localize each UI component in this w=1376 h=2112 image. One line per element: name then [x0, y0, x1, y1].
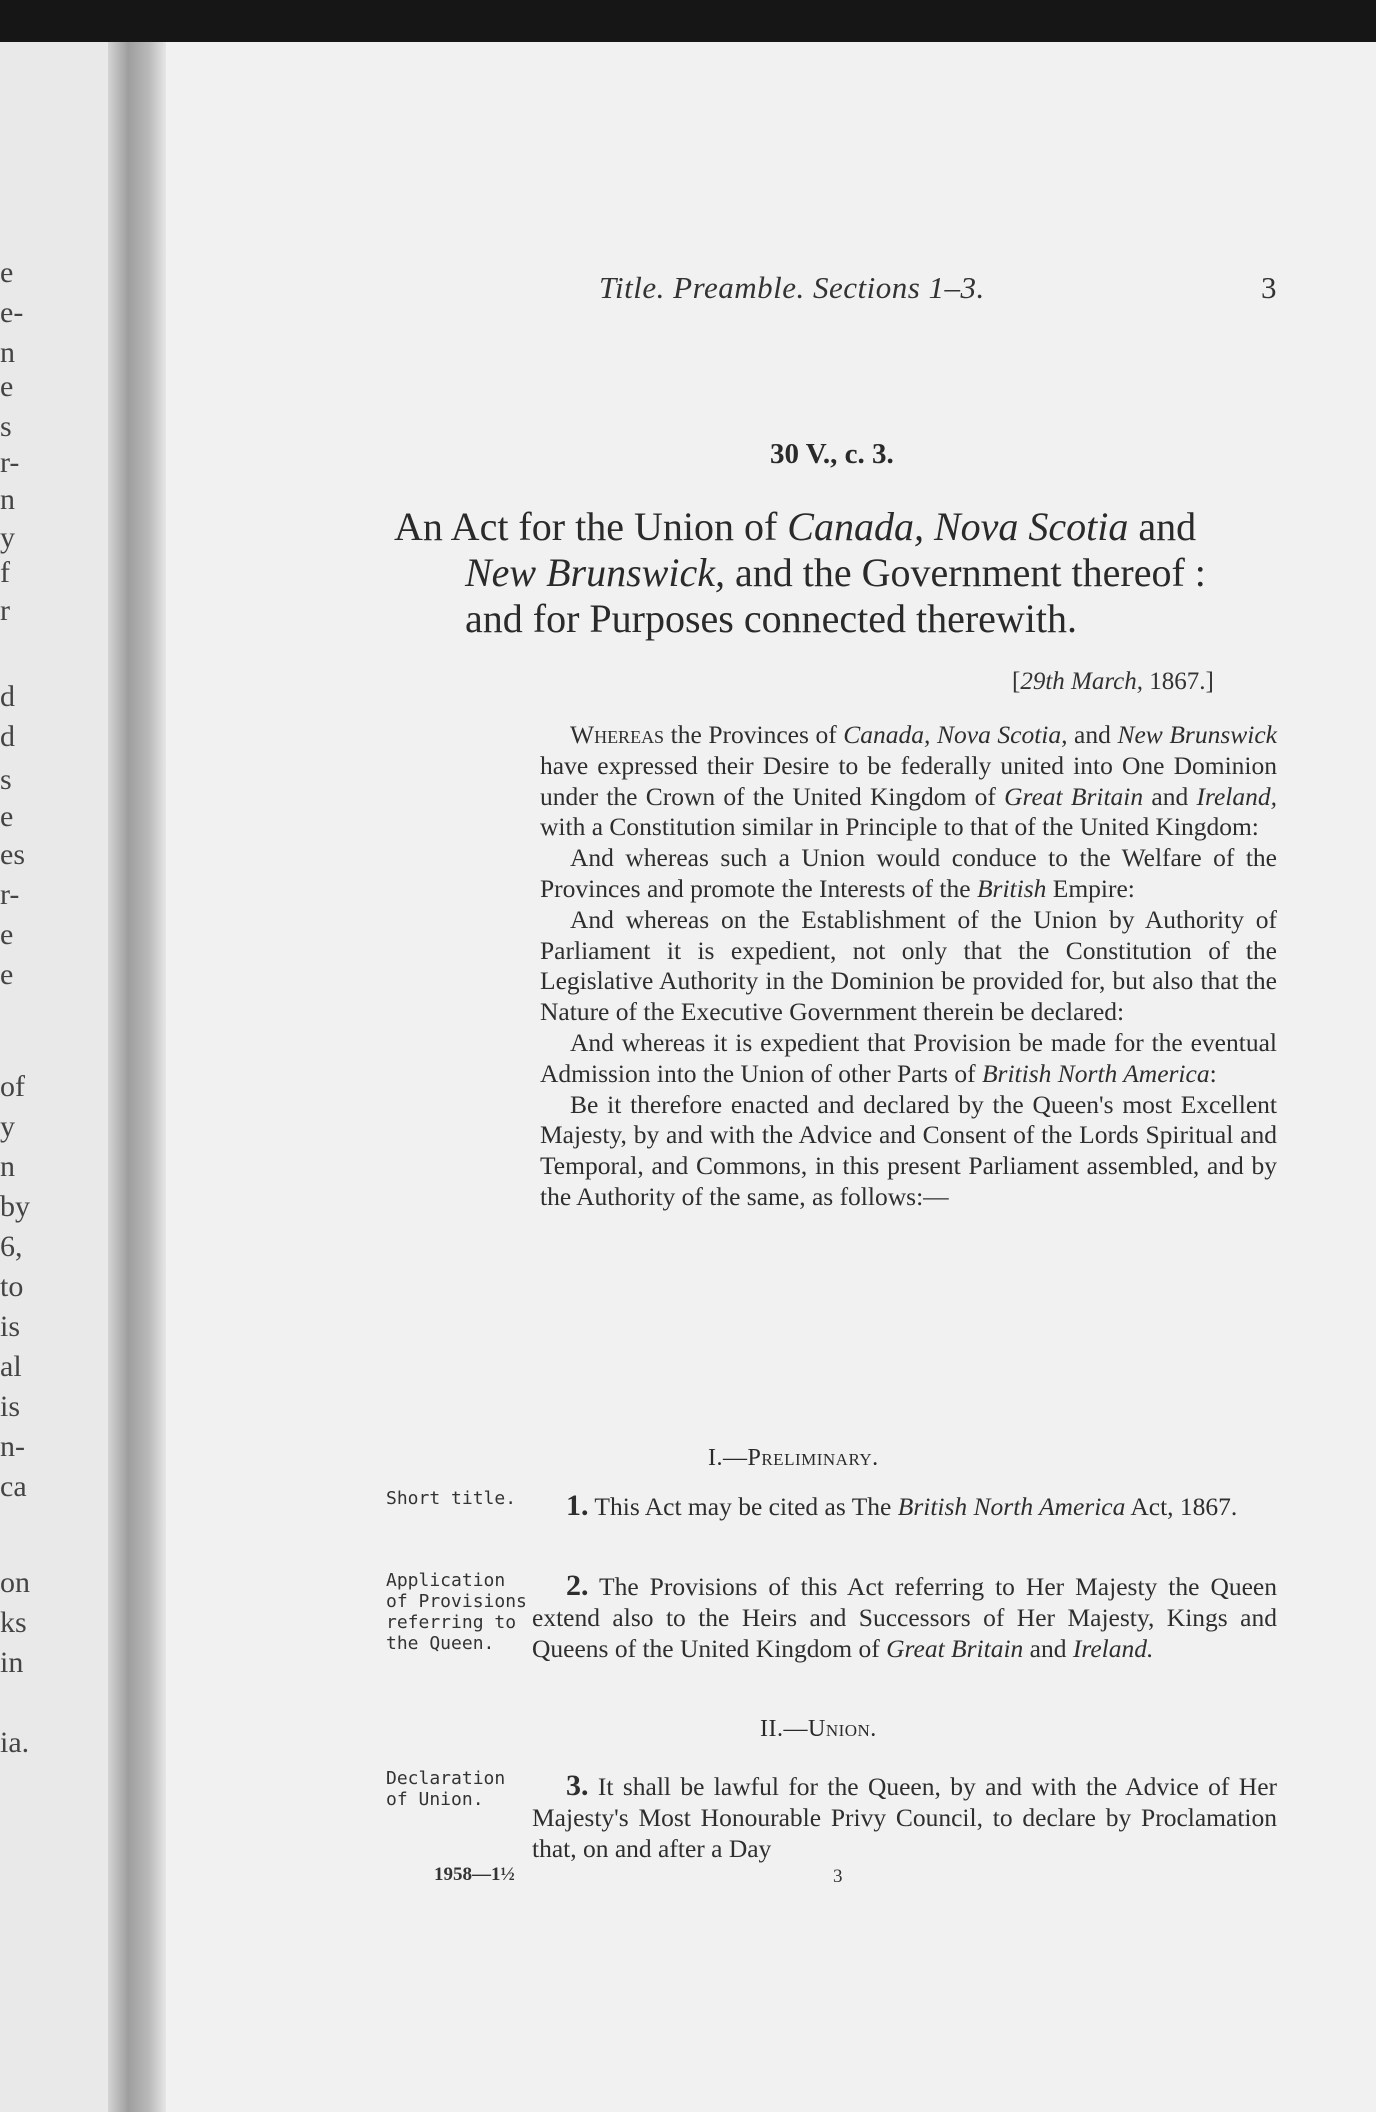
facing-page-fragment: s [0, 763, 12, 796]
section-number: 3. [566, 1769, 589, 1802]
marginal-note-declaration: Declaration of Union. [386, 1768, 506, 1810]
assent-year: 1867.] [1143, 668, 1214, 695]
facing-page-fragment: r- [0, 878, 20, 911]
facing-page-fragment: is [0, 1310, 21, 1343]
facing-page-fragment: r [0, 594, 10, 627]
long-title-line-3: and for Purposes connected therewith. [465, 596, 1078, 641]
section-text [532, 1570, 1277, 1664]
page-number-bottom: 3 [833, 1866, 843, 1887]
italic-text: Ireland, [1196, 781, 1277, 811]
facing-page-fragment: n [0, 483, 15, 516]
facing-page-fragment: in [0, 1646, 24, 1679]
preamble [540, 720, 1277, 1213]
facing-page-fragment: on [0, 1566, 30, 1599]
assent-day: 29th March, [1020, 668, 1143, 695]
facing-page-fragment: n [0, 1150, 15, 1183]
text: This Act may be cited as The [588, 1492, 898, 1521]
part-heading-union [760, 1716, 877, 1743]
scan-top-band [0, 0, 1376, 42]
part-title: Union. [807, 1716, 877, 1742]
text: It shall be lawful for the Queen, by and with the Advice of Her Majesty's Most Honourable Privy Council, to declare by Proclamation that, on and after a Day [532, 1772, 1277, 1863]
text: with a Constitution similar in Principle to that of the United Kingdom: [540, 812, 1259, 842]
facing-page-fragment: e [0, 370, 14, 403]
long-title [394, 504, 1274, 642]
part-heading-preliminary [708, 1445, 879, 1472]
facing-page-edge [0, 42, 113, 2112]
preamble-paragraph [540, 1028, 1277, 1090]
text: have expressed their Desire to be federally united into One Dominion under the Crown of the United Kingdom of [540, 750, 1277, 811]
long-title-province: New Brunswick, [465, 550, 725, 595]
section-text [532, 1490, 1277, 1522]
facing-page-fragment: y [0, 1110, 15, 1143]
marginal-note-short-title: Short title. [386, 1488, 517, 1509]
italic-text: New Brunswick [1117, 720, 1278, 749]
running-head: Title. Preamble. Sections 1–3. [599, 270, 985, 305]
text: And whereas such a Union would conduce to the Welfare of the Provinces and promote the Interests of the [540, 843, 1277, 903]
section-text [532, 1770, 1277, 1864]
facing-page-fragment: e [0, 958, 14, 991]
facing-page-fragment: ia. [0, 1726, 30, 1759]
preamble-paragraph [540, 720, 1277, 843]
facing-page-fragment: n [0, 336, 15, 369]
facing-page-fragment: ca [0, 1470, 27, 1503]
italic-text: Canada, Nova Scotia, [843, 720, 1068, 749]
facing-page-fragment: y [0, 521, 15, 554]
facing-page-fragment: e [0, 800, 14, 833]
part-number: I.— [708, 1445, 748, 1471]
text: And whereas it is expedient that Provision be made for the eventual Admission into the Union of other Parts of [540, 1027, 1277, 1088]
facing-page-fragment: 6, [0, 1230, 23, 1263]
italic-text: British North America [981, 1058, 1210, 1088]
facing-page-fragment: is [0, 1390, 21, 1423]
book-gutter [108, 42, 166, 2112]
facing-page-fragment: e [0, 256, 14, 289]
preamble-lead-word: Whereas [570, 720, 665, 749]
facing-page-fragment: ks [0, 1606, 27, 1639]
assent-date [1012, 668, 1214, 696]
part-number: II.— [760, 1716, 808, 1742]
text: Empire: [1046, 873, 1135, 903]
facing-page-fragment: of [0, 1070, 25, 1103]
facing-page-fragment: e [0, 918, 14, 951]
bracket: [ [1012, 668, 1021, 695]
marginal-note-application: Application of Provisions referring to the Queen. [386, 1570, 527, 1654]
facing-page-fragment: to [0, 1270, 24, 1303]
enacting-clause: Be it therefore enacted and declared by the Queen's most Excellent Majesty, by and with the Advice and Consent of the Lords Spiritual and Temporal, and Commons, in this present Parliament assembled, and by the Authority of the same, as follows:— [540, 1089, 1277, 1211]
text: and [1143, 781, 1197, 811]
facing-page-fragment: f [0, 556, 10, 589]
preamble-paragraph: And whereas on the Establishment of the Union by Authority of Parliament it is expedient, not only that the Constitution of the Legislative Authority in the Dominion be provided for, but also that the Nature of the Executive Government therein be declared: [540, 904, 1277, 1027]
long-title-line-2 [394, 550, 1274, 596]
text: Act, 1867. [1125, 1492, 1238, 1521]
section-1 [532, 1490, 1277, 1522]
long-title-line-1 [394, 504, 1274, 550]
long-title-provinces: Canada, Nova Scotia [787, 504, 1129, 549]
section-number: 1. [566, 1489, 589, 1522]
long-title-text: and the Government thereof : [724, 550, 1206, 595]
section-3 [532, 1770, 1277, 1864]
facing-page-fragment: r- [0, 446, 20, 479]
page-number-top: 3 [1261, 270, 1277, 305]
italic-text: British [976, 873, 1047, 903]
long-title-text: and [1128, 504, 1197, 549]
text: the Provinces of [664, 720, 844, 749]
page [166, 42, 1376, 2112]
facing-page-fragment: s [0, 410, 12, 443]
facing-page-fragment: d [0, 720, 15, 753]
italic-text: Great Britain [886, 1634, 1024, 1663]
text: The Provisions of this Act referring to Her Majesty the Queen extend also to the Heirs and Successors of Her Majesty, Kings and Queens of the United Kingdom of [532, 1572, 1277, 1663]
long-title-text: An Act for the Union of [394, 504, 788, 549]
text: and [1067, 720, 1118, 749]
facing-page-fragment: by [0, 1190, 30, 1223]
chapter-citation: 30 V., c. 3. [770, 438, 894, 470]
preamble-paragraph [540, 843, 1277, 905]
facing-page-fragment: e- [0, 296, 24, 329]
text: : [1209, 1058, 1217, 1088]
section-number: 2. [566, 1569, 589, 1602]
facing-page-fragment: d [0, 680, 15, 713]
text: and [1023, 1634, 1073, 1663]
italic-text: British North America [897, 1492, 1126, 1521]
facing-page-fragment: al [0, 1350, 22, 1383]
italic-text: Great Britain [1004, 781, 1144, 811]
section-2 [532, 1570, 1277, 1664]
italic-text: Ireland. [1072, 1634, 1154, 1663]
facing-page-fragment: es [0, 838, 25, 871]
part-title: Preliminary. [747, 1445, 879, 1471]
printer-signature: 1958—1½ [434, 1864, 515, 1885]
facing-page-fragment: n- [0, 1430, 25, 1463]
